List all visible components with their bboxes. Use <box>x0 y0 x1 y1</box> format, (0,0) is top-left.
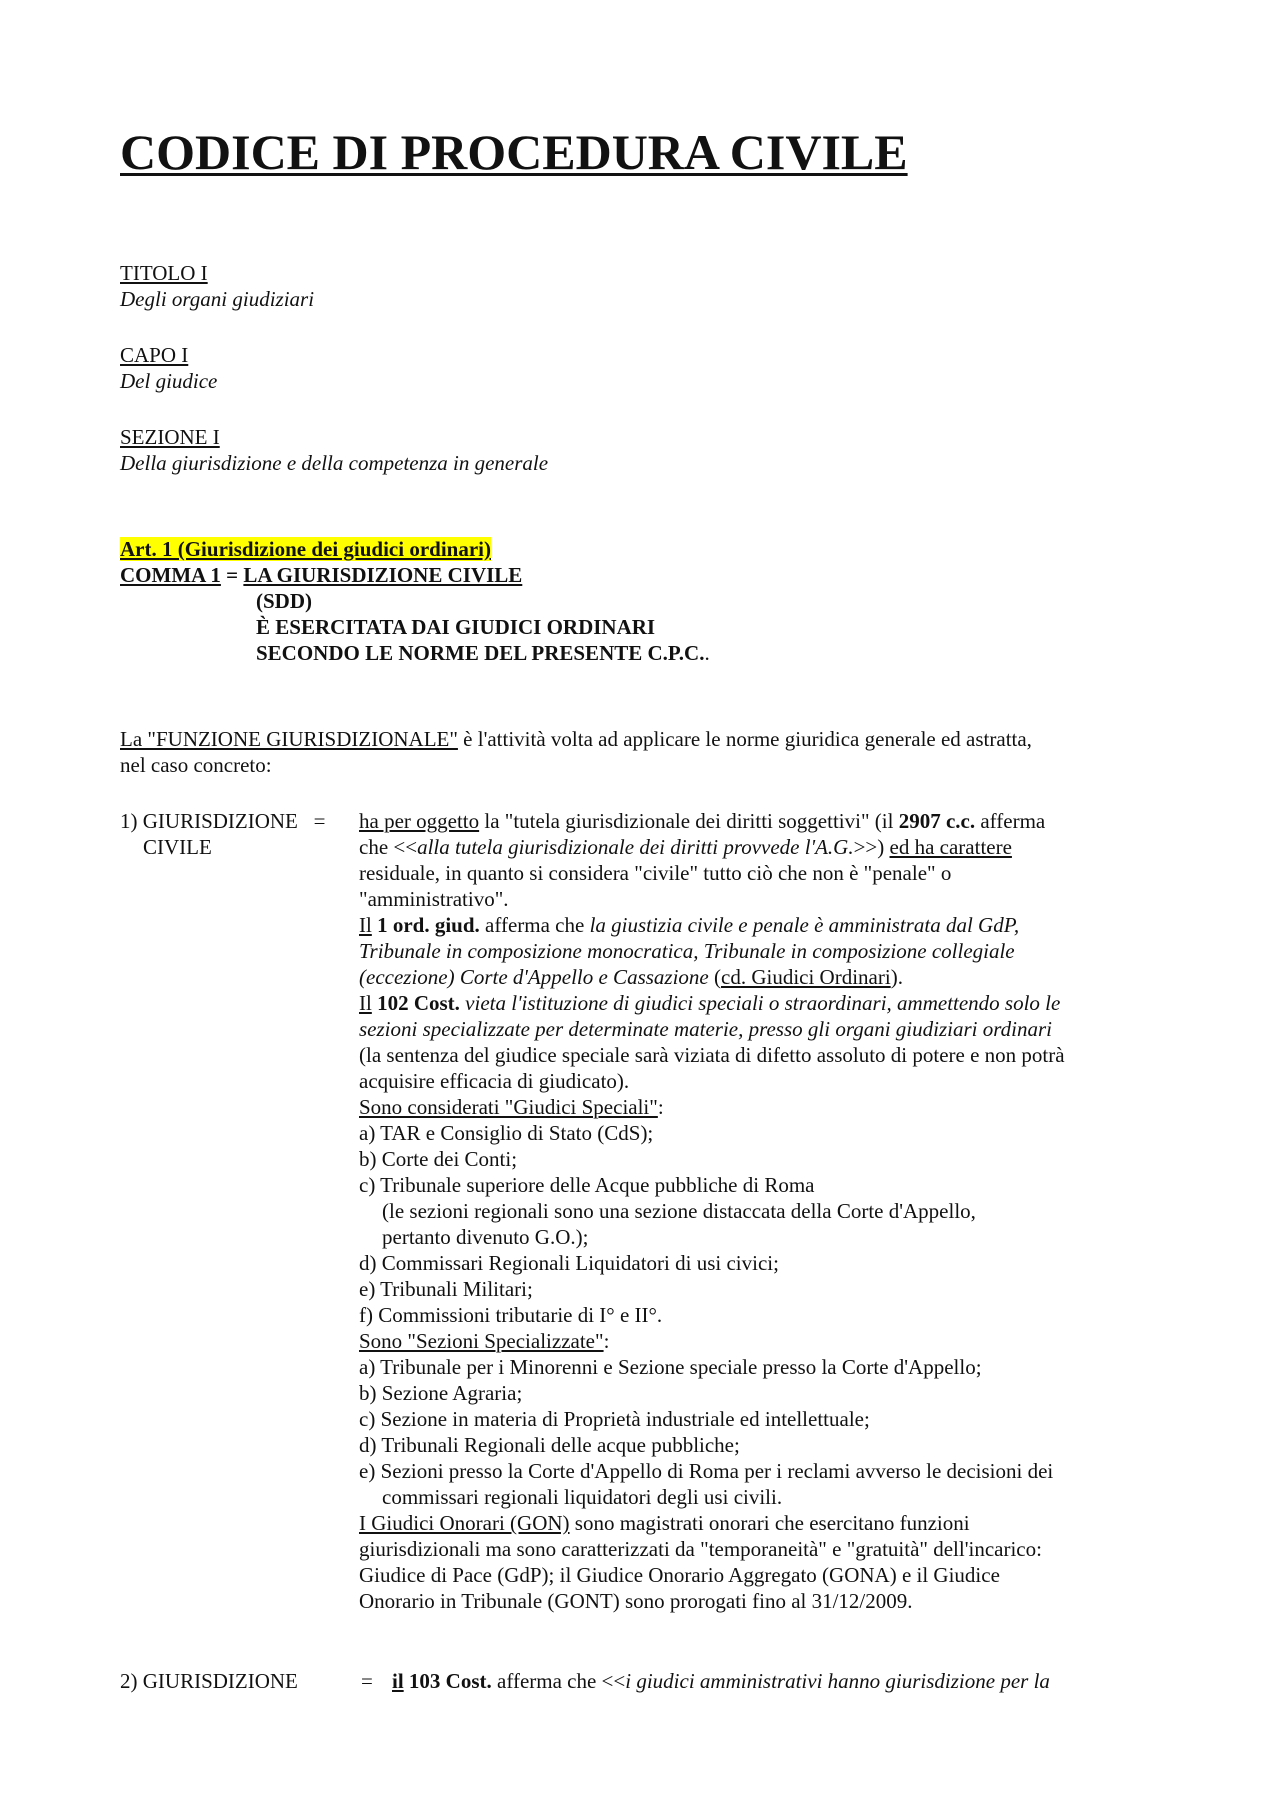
heading-titolo <box>120 260 314 312</box>
speciali-item-note: pertanto divenuto G.O.); <box>382 1225 589 1249</box>
p2-a: Il <box>359 913 372 937</box>
gon-a: I Giudici Onorari (GON) <box>359 1511 570 1535</box>
p1-i: residuale, in quanto si considera "civile" tutto ciò che non è "penale" o <box>359 861 952 885</box>
heading-subtitle: Del giudice <box>120 369 218 393</box>
sezioni-item: b) Sezione Agraria; <box>359 1381 523 1405</box>
item2-a: il <box>392 1669 404 1693</box>
p1-h: ed ha carattere <box>889 835 1012 859</box>
p2-g: ( <box>708 965 721 989</box>
p3-a: Il <box>359 991 372 1015</box>
intro-text-1: è l'attività volta ad applicare le norme giuridica generale ed astratta, <box>457 727 1032 751</box>
heading-label: CAPO I <box>120 343 189 367</box>
item2-label: 2) GIURISDIZIONE <box>120 1669 298 1693</box>
comma-line-esercitata: È ESERCITATA DAI GIUDICI ORDINARI <box>256 615 656 639</box>
comma-line-secondo: SECONDO LE NORME DEL PRESENTE C.P.C. <box>256 641 705 665</box>
speciali-item: a) TAR e Consiglio di Stato (CdS); <box>359 1121 654 1145</box>
heading-capo <box>120 342 217 394</box>
p2-d: la giustizia civile e penale è amministrata dal GdP, <box>589 913 1020 937</box>
article-title: Art. 1 (Giurisdizione dei giudici ordinari) <box>120 537 491 561</box>
p3-d: sezioni specializzate per determinate materie, presso gli organi giudiziari ordinari <box>359 1017 1052 1041</box>
item1-label-line2: CIVILE <box>143 835 212 859</box>
heading-subtitle: Degli organi giudiziari <box>120 287 315 311</box>
p2-f: (eccezione) Corte d'Appello e Cassazione <box>359 965 709 989</box>
speciali-item: b) Corte dei Conti; <box>359 1147 518 1171</box>
sezioni-title: Sono "Sezioni Specializzate" <box>359 1329 604 1353</box>
comma-line <box>120 562 710 588</box>
p3-f: acquisire efficacia di giudicato). <box>359 1069 630 1093</box>
sezioni-item: a) Tribunale per i Minorenni e Sezione speciale presso la Corte d'Appello; <box>359 1355 982 1379</box>
comma-body <box>120 588 710 666</box>
item1-body: ha per oggetto la "tutela giurisdizionale dei diritti soggettivi" (il 2907 c.c. afferma che <<alla tutela giurisdizionale dei diritti provvede l'A.G.>>) ed ha carattere residuale, in quanto si considera "civile" tutto ciò che non è "penale" o "amministrativo". Il 1 ord. giud. afferma che la giustizia civile e penale è amministrata dal GdP, Tribunale in composizione monocratica, Tribunale in composizione collegiale (eccezione) Corte d'Appello e Cassazione (cd. Giudici Ordinari). Il 102 Cost. vieta l'istituzione di giudici speciali o straordinari, ammettendo solo le sezioni specializzate per determinate materie, presso gli organi giudiziari ordinari (la sentenza del giudice speciale sarà viziata di difetto assoluto di potere e non potrà acquisire efficacia di giudicato). Sono considerati "Giudici Speciali": a) TAR e Consiglio di Stato (CdS); b) Corte dei Conti; c) Tribunale superiore delle Acque pubbliche di Roma (le sezioni regionali sono una sezione distaccata della Corte d'Appello, pertanto divenuto G.O.); d) Commissari Regionali Liquidatori di usi civici; e) Tribunali Militari; f) Commissioni tributarie di I° e II°. Sono "Sezioni Specializzate": a) Tribunale per i Minorenni e Sezione speciale presso la Corte d'Appello; b) Sezione Agraria; c) Sezione in materia di Proprietà industriale ed intellettuale; d) Tribunali Regionali delle acque pubbliche; e) Sezioni presso la Corte d'Appello di Roma per i reclami avverso le decisioni dei commissari regionali liquidatori degli usi civili. I Giudici Onorari (GON) sono magistrati onorari che esercitano funzioni giurisdizionali ma sono caratterizzati da "temporaneità" e "gratuità" dell'incarico: Giudice di Pace (GdP); il Giudice Onorario Aggregato (GONA) e il Giudice Onorario in Tribunale (GONT) sono prorogati fino al 31/12/2009. <box>359 808 1169 1614</box>
intro-term: La "FUNZIONE GIURISDIZIONALE" <box>120 727 458 751</box>
speciali-item: c) Tribunale superiore delle Acque pubbliche di Roma <box>359 1173 815 1197</box>
heading-sezione <box>120 424 548 476</box>
speciali-item: e) Tribunali Militari; <box>359 1277 533 1301</box>
p3-e: (la sentenza del giudice speciale sarà viziata di difetto assoluto di potere e non potrà <box>359 1043 1065 1067</box>
p2-e: Tribunale in composizione monocratica, Tribunale in composizione collegiale <box>359 939 1015 963</box>
p1-a: ha per oggetto <box>359 809 480 833</box>
p1-c: 2907 c.c. <box>898 809 976 833</box>
p1-d: afferma <box>975 809 1046 833</box>
speciali-title: Sono considerati "Giudici Speciali" <box>359 1095 658 1119</box>
gon-e: Onorario in Tribunale (GONT) sono prorogati fino al 31/12/2009. <box>359 1589 913 1613</box>
p1-e: che << <box>359 835 418 859</box>
item2-d: i giudici amministrativi hanno giurisdizione per la <box>625 1669 1050 1693</box>
p2-b: 1 ord. giud. <box>377 913 480 937</box>
heading-subtitle: Della giurisdizione e della competenza in generale <box>120 451 549 475</box>
comma-line-sdd: (SDD) <box>256 589 312 613</box>
p3-c: vieta l'istituzione di giudici speciali o straordinari, ammettendo solo le <box>465 991 1061 1015</box>
comma-line-period: . <box>704 641 710 665</box>
article-1 <box>120 536 710 666</box>
gon-b: sono magistrati onorari che esercitano funzioni <box>569 1511 970 1535</box>
p1-b: la "tutela giurisdizionale dei diritti soggettivi" (il <box>479 809 899 833</box>
p1-j: "amministrativo". <box>359 887 509 911</box>
speciali-item-note: (le sezioni regionali sono una sezione distaccata della Corte d'Appello, <box>382 1199 976 1223</box>
item2-c: afferma che << <box>491 1669 626 1693</box>
intro-paragraph <box>120 726 1032 778</box>
p2-c: afferma che <box>479 913 590 937</box>
comma-eq: = <box>220 563 244 587</box>
p3-b: 102 Cost. <box>377 991 460 1015</box>
item1-label <box>120 808 325 860</box>
speciali-item: f) Commissioni tributarie di I° e II°. <box>359 1303 663 1327</box>
item1-label-line1: 1) GIURISDIZIONE = <box>120 809 326 833</box>
item2-body <box>392 1668 1050 1694</box>
p2-h: cd. Giudici Ordinari <box>721 965 891 989</box>
item2-b: 103 Cost. <box>408 1669 492 1693</box>
sezioni-item: c) Sezione in materia di Proprietà industriale ed intellettuale; <box>359 1407 870 1431</box>
comma-label: COMMA 1 <box>120 563 221 587</box>
p1-g: >>) <box>853 835 890 859</box>
heading-label: TITOLO I <box>120 261 208 285</box>
sezioni-item: d) Tribunali Regionali delle acque pubbliche; <box>359 1433 740 1457</box>
sezioni-item: e) Sezioni presso la Corte d'Appello di Roma per i reclami avverso le decisioni dei <box>359 1459 1054 1483</box>
p1-f: alla tutela giurisdizionale dei diritti provvede l'A.G. <box>417 835 854 859</box>
intro-text-2: nel caso concreto: <box>120 753 272 777</box>
comma-text: LA GIURISDIZIONE CIVILE <box>243 563 523 587</box>
document-title: CODICE DI PROCEDURA CIVILE <box>120 124 908 180</box>
sezioni-item-note: commissari regionali liquidatori degli usi civili. <box>382 1485 783 1509</box>
p2-i: ). <box>890 965 903 989</box>
speciali-item: d) Commissari Regionali Liquidatori di usi civici; <box>359 1251 779 1275</box>
heading-label: SEZIONE I <box>120 425 220 449</box>
gon-c: giurisdizionali ma sono caratterizzati da "temporaneità" e "gratuità" dell'incarico: <box>359 1537 1042 1561</box>
gon-d: Giudice di Pace (GdP); il Giudice Onorario Aggregato (GONA) e il Giudice <box>359 1563 1000 1587</box>
item2-eq: = <box>361 1669 373 1693</box>
